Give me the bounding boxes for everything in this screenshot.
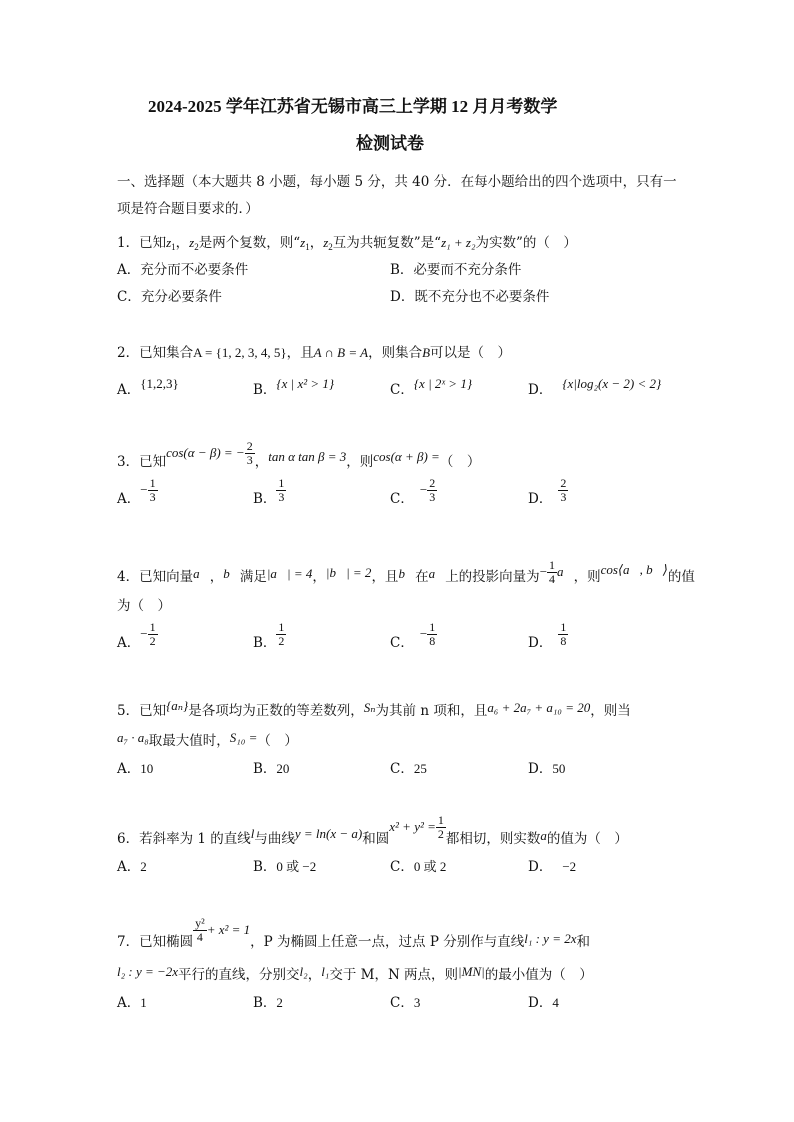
question-1-stem: 1．已知$z_1$，$z_2$是两个复数，则“$z_1$，$z_2$互为共轭复数”是“z₁ + z₂为实数”的（ ） (117, 235, 577, 252)
question-number: 4． (117, 569, 140, 585)
option-d[interactable]: D． −2 (528, 859, 577, 875)
math-z1: $z_1$ (166, 235, 176, 252)
math-tan-product: tan α tan β = 3 (268, 449, 347, 464)
math-curve: y = ln(x − a) (294, 826, 363, 841)
option-c[interactable]: C．{x | 2ˣ > 1} (390, 376, 473, 398)
question-number: 5． (117, 703, 140, 719)
option-d[interactable]: D．50 (528, 761, 566, 777)
question-3-stem: 3．已知cos(α − β) = − $\frac{2}{3}$ ，tan α tan β = 3，则cos(α + β) =（ ） (117, 439, 481, 470)
option-d[interactable]: D． $\frac{2}{3}$ (528, 476, 567, 507)
option-b[interactable]: B． $\frac{1}{3}$ (253, 476, 285, 507)
math-circle: x² + y² = (389, 819, 436, 834)
option-c[interactable]: C．− $\frac{2}{3}$ (390, 476, 436, 507)
question-number: 7． (117, 934, 140, 950)
option-c[interactable]: C．− $\frac{1}{8}$ (390, 620, 436, 651)
option-d[interactable]: D． $\frac{1}{8}$ (528, 620, 567, 651)
math-z2: $z_2$ (323, 235, 333, 252)
option-b[interactable]: B．2 (253, 995, 283, 1011)
section-instruction-line1: 一、选择题（本大题共 8 小题，每小题 5 分，共 40 分．在每小题给出的四个选项中，只有一 (117, 174, 677, 190)
option-d[interactable]: D． {x|log₂(x − 2) < 2} (528, 376, 662, 398)
question-5-stem-line2: a₇ · a₈取最大值时，S₁₀ =（ ） (117, 730, 298, 749)
option-b[interactable]: B．0 或 −2 (253, 859, 317, 875)
question-number: 6． (117, 831, 140, 847)
option-d[interactable]: D．4 (528, 995, 559, 1011)
option-b[interactable]: B．20 (253, 761, 290, 777)
option-a[interactable]: A．10 (117, 761, 154, 777)
option-a[interactable]: A．− $\frac{1}{2}$ (117, 620, 156, 651)
page-title: 2024-2025 学年江苏省无锡市高三上学期 12 月月考数学 (148, 97, 558, 116)
math-cos-diff: cos(α − β) = − (166, 445, 245, 460)
option-c[interactable]: C．25 (390, 761, 427, 777)
option-a[interactable]: A．充分而不必要条件 (117, 262, 249, 278)
question-2-stem: 2．已知集合A = {1, 2, 3, 4, 5}，且A ∩ B = A，则集合B可以是（ ） (117, 345, 512, 361)
option-c[interactable]: C．3 (390, 995, 421, 1011)
section-instruction-line2: 项是符合题目要求的．） (117, 201, 259, 217)
page-subtitle: 检测试卷 (356, 134, 424, 153)
math-z2: $z_2$ (189, 235, 199, 252)
question-4-stem-line2: 为（ ） (117, 598, 171, 614)
option-a[interactable]: A．− $\frac{1}{3}$ (117, 476, 156, 507)
option-c[interactable]: C．0 或 2 (390, 859, 447, 875)
option-a[interactable]: A．{1,2,3} (117, 376, 179, 398)
question-number: 3． (117, 454, 140, 470)
option-b[interactable]: B． $\frac{1}{2}$ (253, 620, 285, 651)
option-b[interactable]: B．{x | x² > 1} (253, 376, 335, 398)
question-6-stem: 6．若斜率为 1 的直线l与曲线y = ln(x − a)和圆x² + y² = $\frac{1}{2}$ 都相切，则实数a的值为（ ） (117, 813, 628, 847)
question-5-stem: 5．已知{aₙ}是各项均为正数的等差数列，Sₙ为其前 n 项和，且a₆ + 2a₇ + a₁₀ = 20，则当 (117, 698, 631, 719)
fraction: $\frac{2}{3}$ (246, 439, 253, 467)
math-set-b: B (422, 345, 431, 360)
math-z1: $z_1$ (300, 235, 310, 252)
option-a[interactable]: A．2 (117, 859, 147, 875)
math-ellipse: $\frac{\text{y²}}{4}$ (195, 916, 205, 944)
math-set-a: A = {1, 2, 3, 4, 5} (193, 345, 287, 360)
question-7-stem: 7．已知椭圆 $\frac{\text{y²}}{4}$ + x² = 1，P 为椭圆上任意一点，过点 P 分别作与直线l₁ : y = 2x和 (117, 916, 590, 950)
math-cos-sum: cos(α + β) = (373, 449, 440, 464)
math-z1-plus-z2: z₁ + z₂ (441, 235, 476, 250)
question-number: 2． (117, 345, 140, 361)
option-a[interactable]: A．1 (117, 995, 147, 1011)
question-4-stem: 4．已知向量a⃗，b⃗满足|a⃗| = 4，|b⃗| = 2，且b⃗在a⃗上的投影向量为− $\frac{1}{4}$ a⃗，则cos⟨a⃗, b⃗⟩的值 (117, 558, 695, 586)
question-number: 1． (117, 235, 140, 251)
math-condition: A ∩ B = A (313, 345, 369, 360)
question-7-stem-line2: l₂ : y = −2x平行的直线，分别交l₂，l₁交于 M，N 两点，则|MN|的最小值为（ ） (117, 964, 593, 983)
math-cos-angle: cos⟨a⃗, b⃗⟩ (600, 562, 668, 577)
option-d[interactable]: D．既不充分也不必要条件 (390, 289, 550, 305)
option-b[interactable]: B．必要而不充分条件 (390, 262, 522, 278)
option-c[interactable]: C．充分必要条件 (117, 289, 222, 305)
